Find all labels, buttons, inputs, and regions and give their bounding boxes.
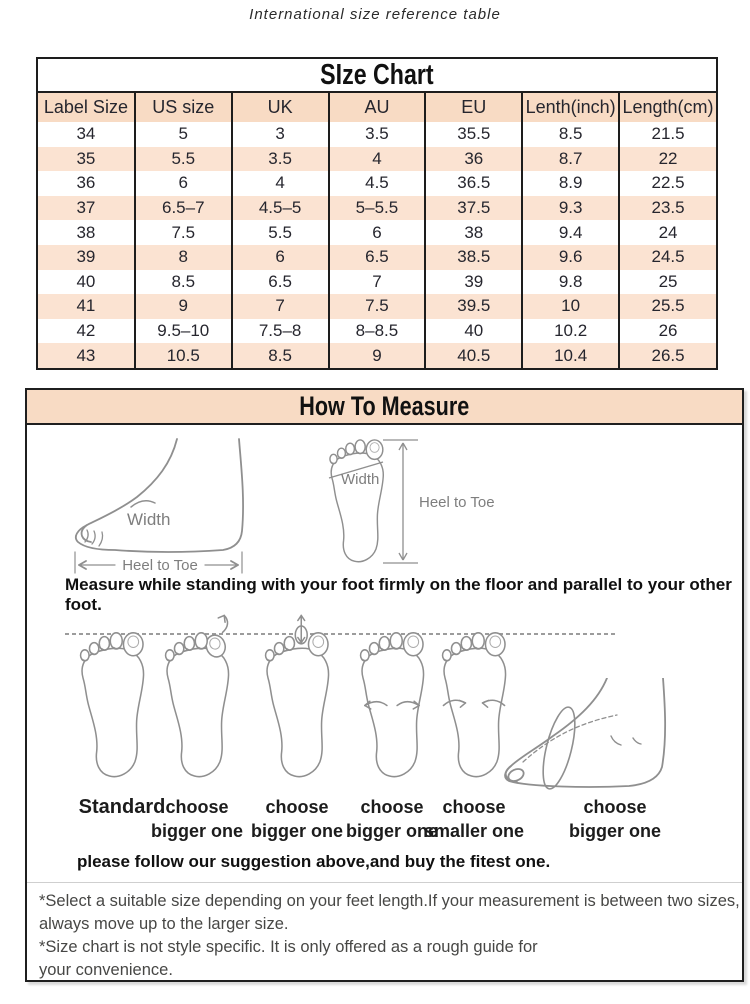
size-cell: 38 <box>76 222 96 242</box>
size-cell: 36 <box>425 147 522 172</box>
size-cell: 35.5 <box>425 122 522 147</box>
size-cell: 25 <box>619 270 716 295</box>
size-table-body <box>38 122 716 368</box>
size-cell: 5.5 <box>135 147 232 172</box>
size-cell: 10.4 <box>522 343 619 368</box>
foot-label-long-second-toe: choose bigger one <box>250 797 344 841</box>
size-cell: 8–8.5 <box>329 319 426 344</box>
table-row <box>38 122 716 147</box>
foot-wide-diagram <box>351 612 433 782</box>
size-cell: 7 <box>329 270 426 295</box>
size-cell: 9.4 <box>522 220 619 245</box>
size-cell: 7.5–8 <box>232 319 329 344</box>
size-table <box>38 93 716 368</box>
table-row <box>38 171 716 196</box>
foot-standard-diagram <box>71 612 153 782</box>
size-cell: 4.5 <box>329 171 426 196</box>
size-cell: 5 <box>135 122 232 147</box>
size-cell: 36 <box>76 173 96 193</box>
column-header: Lenth(inch) <box>522 93 619 122</box>
size-cell: 23.5 <box>619 196 716 221</box>
note-line: your convenience. <box>39 961 173 979</box>
page-title: International size reference table <box>249 6 501 23</box>
size-chart-title-text: SIze Chart <box>320 58 434 91</box>
size-cell: 40 <box>76 271 96 291</box>
note-line: *Select a suitable size depending on your feet length.If your measurement is between two sizes, <box>39 892 740 910</box>
column-header: AU <box>329 93 426 122</box>
size-chart-title <box>38 59 716 93</box>
size-cell: 39 <box>38 245 135 270</box>
size-cell: 26.5 <box>619 343 716 368</box>
column-header: EU <box>425 93 522 122</box>
size-cell: 37 <box>38 196 135 221</box>
foot-label-side-girth: choose bigger one <box>568 797 662 841</box>
column-header: UK <box>232 93 329 122</box>
foot-label-standard: Standard <box>78 796 166 818</box>
table-row <box>38 245 716 270</box>
size-cell: 5–5.5 <box>329 196 426 221</box>
suggestion-text: please follow our suggestion above,and buy the fitest one. <box>77 852 551 871</box>
foot-bunion-diagram <box>156 612 238 782</box>
table-row <box>38 343 716 368</box>
svg-text:Heel to Toe: Heel to Toe <box>122 557 198 574</box>
size-cell: 6.5–7 <box>135 196 232 221</box>
table-row <box>38 294 716 319</box>
size-cell: 22.5 <box>619 171 716 196</box>
size-cell: 3.5 <box>329 122 426 147</box>
size-cell: 6 <box>329 220 426 245</box>
size-cell: 9 <box>135 294 232 319</box>
size-cell: 8.5 <box>135 270 232 295</box>
note-line: always move up to the larger size. <box>39 915 289 933</box>
note-line: *Size chart is not style specific. It is only offered as a rough guide for <box>39 938 538 956</box>
table-row <box>38 220 716 245</box>
side-foot-measure-diagram <box>65 437 250 575</box>
size-cell: 25.5 <box>619 294 716 319</box>
size-cell: 8.7 <box>522 147 619 172</box>
size-cell: 24.5 <box>619 245 716 270</box>
size-cell: 7.5 <box>135 220 232 245</box>
size-cell: 8 <box>135 245 232 270</box>
size-cell: 9.3 <box>522 196 619 221</box>
size-cell: 36.5 <box>425 171 522 196</box>
size-cell: 40 <box>425 319 522 344</box>
size-cell: 9.8 <box>522 270 619 295</box>
column-header: Length(cm) <box>619 93 716 122</box>
size-cell: 22 <box>619 147 716 172</box>
notes <box>39 890 739 982</box>
footprint-measure-diagram <box>319 432 514 572</box>
side-foot-girth-diagram <box>499 678 699 793</box>
size-cell: 8.5 <box>232 343 329 368</box>
size-cell: 39.5 <box>425 294 522 319</box>
size-cell: 6 <box>232 245 329 270</box>
size-cell: 38.5 <box>425 245 522 270</box>
measure-instruction: Measure while standing with your foot firmly on the floor and parallel to your other foot. <box>65 575 732 614</box>
size-cell: 3 <box>232 122 329 147</box>
size-cell: 37.5 <box>425 196 522 221</box>
svg-text:Width: Width <box>127 510 171 529</box>
how-to-measure-title: How To Measure <box>299 391 470 421</box>
size-cell: 42 <box>76 321 96 341</box>
table-row <box>38 270 716 295</box>
size-chart-table <box>36 57 718 370</box>
size-cell: 6 <box>135 171 232 196</box>
size-cell: 3.5 <box>232 147 329 172</box>
size-table-header-row <box>38 93 716 122</box>
size-cell: 7 <box>232 294 329 319</box>
size-cell: 21.5 <box>619 122 716 147</box>
how-to-measure-section <box>25 388 744 982</box>
size-cell: 10 <box>522 294 619 319</box>
table-row <box>38 319 716 344</box>
divider <box>27 882 742 883</box>
size-cell: 24 <box>619 220 716 245</box>
size-cell: 8.5 <box>522 122 619 147</box>
size-cell: 6.5 <box>329 245 426 270</box>
size-cell: 35 <box>38 147 135 172</box>
size-cell: 39 <box>425 270 522 295</box>
foot-label-wide: choose bigger one <box>345 797 439 841</box>
svg-text:Heel to Toe: Heel to Toe <box>419 494 495 511</box>
foot-long-second-toe-diagram <box>256 612 338 782</box>
column-header: Label Size <box>38 93 135 122</box>
size-cell: 4.5–5 <box>232 196 329 221</box>
size-cell: 38 <box>425 220 522 245</box>
how-to-measure-header <box>27 390 742 425</box>
size-cell: 40.5 <box>425 343 522 368</box>
size-cell: 10.5 <box>135 343 232 368</box>
size-cell: 43 <box>38 343 135 368</box>
size-cell: 10.2 <box>522 319 619 344</box>
size-cell: 9 <box>329 343 426 368</box>
svg-text:Width: Width <box>341 471 380 488</box>
foot-label-bunion: choose bigger one <box>150 797 244 841</box>
size-cell: 26 <box>619 319 716 344</box>
column-header: US size <box>135 93 232 122</box>
size-cell: 9.6 <box>522 245 619 270</box>
table-row <box>38 147 716 172</box>
size-cell: 4 <box>232 171 329 196</box>
foot-label-narrow: choose smaller one <box>423 797 525 841</box>
size-cell: 34 <box>76 124 96 144</box>
size-cell: 41 <box>38 294 135 319</box>
size-cell: 7.5 <box>329 294 426 319</box>
size-cell: 6.5 <box>232 270 329 295</box>
size-cell: 8.9 <box>522 171 619 196</box>
size-cell: 5.5 <box>232 220 329 245</box>
size-cell: 9.5–10 <box>135 319 232 344</box>
size-cell: 4 <box>329 147 426 172</box>
table-row <box>38 196 716 221</box>
